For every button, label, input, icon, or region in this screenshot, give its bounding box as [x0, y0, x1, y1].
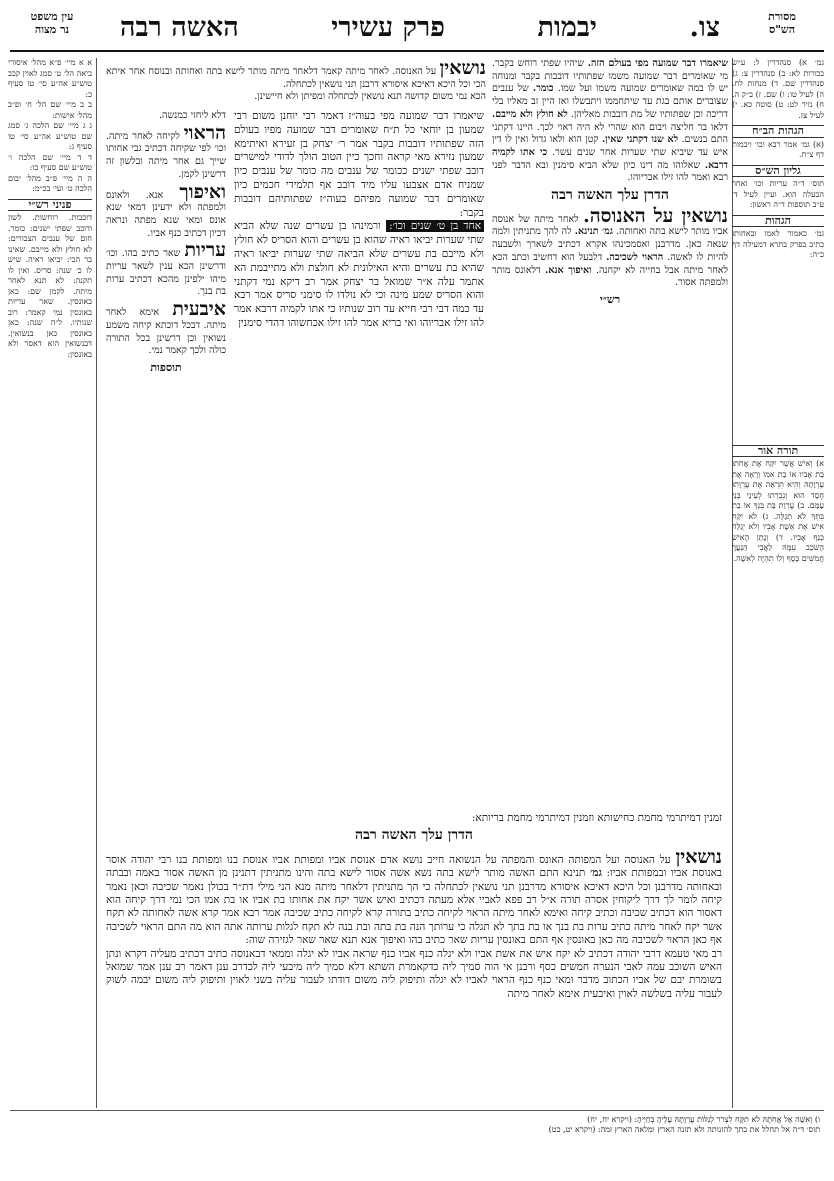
penini-rashi-title: פניני רש״י	[8, 199, 92, 212]
gemara-text: תנינא התם האשה מותר לישא בתה נשא אשה אסור לישא בתה והינו מתניתין דתנינן מן האשה אסור באמה ובבתה ובאחותה מדרבנן וכל היכא דאיכא איסורא מדרבנן תני נושאין לכתחלה כי הך מתניתין דלאחר מיתה מנא הני מילי דת״ר בכולן נאמר שכיבה וכאן נאמר קיחה לומר לך דרך ליקוחין אסרה תורה א״ל רב פפא לאביי אלא מעתה דכתיב ואיש אשר יקח את אחותו בת אביו או בת אמו הכי נמי דרך קיחה הוא דאסור הוא דכתיב שכיבה וכתיב קיחה ואימא לאחר מיתה הראוי לקיחה כתיב בתורה קרא לקיחה כתיב שכיבה אמר רבא אמר קרא אשה לאחותה לא תקח אשר יקח לאחר מיתה כתיב ערות בת בנך או בת בתך לא תגלה כי ערותך הנה בת בתה ובת בנה לא תקח לגלות ערותה אתה הוא מה התם הראוי לשכיבה אף כאן הראוי לשכיבה מה כאן באונסין אף התם באונסין עריות שאר כתיב בהו ואיפוך אנא תנא שאר שאר לגזירה שוה:	[106, 867, 722, 947]
gemara-siyum: הדרן עלך האשה רבה	[355, 827, 473, 844]
mishna-block	[106, 847, 722, 948]
rashi-text-1: שיהיו שפתי רוחש בקבר. מי שאומרים דבר שמועה משמו שפתותיו דובבות בקבר ומנוחה יש לו במה שאומרים שמועה משמו ועל שמו.	[492, 58, 728, 95]
gemara-p3: זמנין דמיתרמי מחמת כחישותא וזמנין דמיתרמי מחמת בריותא:	[471, 812, 722, 824]
torah-or-title: תורה אור	[732, 445, 824, 458]
masoret-label	[742, 10, 822, 36]
ein-mishpat-item-4: ד ד מיי׳ שם הלכה ו׳ טוש״ע שם סעיף כו:	[8, 152, 92, 172]
hagahot-title: הגהות הב״ח	[732, 125, 824, 138]
rashi-text-6: לאחר מיתה של אנוסה אביו מותר לישא בתה ואחותה.	[492, 213, 728, 238]
rashi-title: רש״י	[599, 292, 621, 306]
folio-number: צו.	[689, 12, 720, 43]
gilyon-text: תוס׳ ד״ה עריות וכו׳ ואחר הבעלה הוא. ועיין לעיל ד׳ ע״ב תוספות ד״ה ראשון:	[732, 179, 824, 209]
ein-mishpat-item-5: ה ה מיי׳ פ״ב מהל׳ יבום הלכה ט׳ ועי׳ בכ״מ:	[8, 173, 92, 193]
rashi-dh-9: ואיפוך אנא.	[544, 264, 592, 276]
penini-rashi-text: דובבות. רוחשות. לשון ודובב שפתי ישנים: כומר. חום של ענבים הצבורים: לא חולץ ולא מייבם. שאינו בר הכי: יביאו ראיה. שיש לו כ׳ שנה: סריס. ואין לו תקנה: לא תנא לאחר מיתה. לקמן שם: כאן באונסין. שאר עריות באונסין נמי קאמר: רוב שנותיו. ל״ה שנה: כאן באונסין כאן בנשואין. דבנשואין הוא דאסר ולא באונסין:	[8, 213, 92, 359]
rashi-dh-7: גמ׳ תנינא.	[574, 226, 613, 238]
rashi-dh-1: שיאמרו דבר שמועה מפי בעולם הזה.	[587, 58, 728, 69]
rashi-dh-3: לא חולץ ולא מייבם.	[492, 108, 568, 120]
tosafot-text-1: לקיחה לאחר מיתה. וכו׳ לפי שקיחה דכתיב גבי אחותו שייך גם אחר מיתה ובלשון זה דרשינן לקמן.	[106, 130, 226, 180]
hagahot2-title: הגהות	[732, 215, 824, 228]
rashi-column	[492, 58, 728, 818]
ein-mishpat-label-line1: עין משפט	[30, 10, 74, 23]
tosafot-text-3: שאר כתיב בהו. וכו׳ ודרשינן הכא ענין לשאר עריות מיהו ילפינן מהכא דכתיב ערות בת בנך.	[106, 248, 226, 298]
tosafot-dh-1: הראוי	[183, 121, 226, 144]
gemara-p2	[234, 220, 484, 330]
rashi-text-2: של ענבים שצוברים אותם בגת עד שיתחממו ויתבשלו ואז היין זב מאליו בלי דריכה וכן שפתותיו של מת דובבות מאליהן.	[492, 83, 728, 120]
rashi-text-7: לה להך מתניתין ולמה שנאה כאן. מדרבנן ואסמכינהו אקרא דכתיב לשארך ולשבעה להיות לו לאשה.	[492, 226, 728, 263]
tosafot-dh-2: ואיפוך	[179, 180, 226, 203]
ein-mishpat-label	[12, 10, 92, 36]
gemara-center	[234, 110, 484, 810]
rashi-dh-4: לא שנו דקתני שאין.	[601, 134, 679, 146]
footer-note: תוס׳ ד״ה אל תחלל את בתך להזנותה ולא תזנה הארץ ומלאה הארץ זמה: (ויקרא יט, כט)	[548, 1125, 820, 1134]
header-rule	[10, 50, 824, 52]
ein-mishpat-item-3: ג ג מיי׳ שם הלכה ג׳ סמג שם טוש״ע אה״ע סי׳ טו סעיף ג:	[8, 121, 92, 151]
rashi-siyum: הדרן עלך האשה רבה	[551, 187, 669, 204]
gemara-top	[106, 58, 486, 106]
gemara-label: גמ׳	[589, 867, 602, 880]
tosafot-column	[106, 110, 226, 820]
gemara-p4: רב מאי טעמא דרבי יהודה דכתיב לא יקח איש את אשת אביו ולא יגלה כנף אביו כנף שראה אביו לא יגלה וממאי דבאנוסה כתיב דכתיב מעליה דקרא ונתן האיש השוכב עמה לאבי הנערה חמשים כסף ורבנן אי הוה סמיך ליה כדקאמרת השתא דלא סמיך ליה מיבעי ליה לכדרב ענן דאמר רב ענן אמר שמואל בשומרת יבם של אביו הכתוב מדבר ומאי כנף כנף הראוי לאביו לא יגלה ותיפוק ליה משום דודתו לעבור עליה בשני לאוין ותיפוק ליה משום יבמה לשוק לעבור עליה בשלשה לאוין ואיבעית אימא לאחר מיתה	[106, 947, 722, 1000]
ein-mishpat-item-2: ב ב מיי׳ שם הל׳ ח׳ ופ״ב מהל׳ אישות:	[8, 100, 92, 120]
rashi-dh-6: נושאין על האנוסה.	[583, 204, 728, 227]
page-title	[120, 12, 720, 43]
gemara-p1: שיאמרו דבר שמועה מפי בעוה״ז דאמר רבי יוחנן משום רבי שמעון בן יוחאי כל ת״ח שאומרים דבר שמועה מפיו בעולם הזה שפתותיו דובבות בקבר אמר ר׳ יצחק בן זעירא ואיתימא שמעון נזירא מאי קראה וחכך כיין הטוב הולך לדודי למישרים דובב שפתי ישנים ככומר של ענבים מה כומר של ענבים כיון שמניח אדם אצבעו עליו מיד דובב אף תלמידי חכמים כיון שאומרים דבר שמועה מפיהם בעוה״ז שפתותיהם דובבות בקבר:	[234, 110, 484, 219]
tosafot-block-3	[106, 240, 226, 299]
rashi-text-5: שאלוהו מה דינו כיון שלא הביא סימנין ובא הדבר לפני רבא ואמר להו זילו אבריוהו.	[492, 159, 728, 184]
gemara-p2-highlight: אחד בן ט׳ שנים וכו׳:	[386, 220, 484, 232]
footer	[14, 1115, 820, 1135]
footer-rule	[10, 1110, 824, 1111]
rashi-block-2	[492, 206, 728, 290]
rashi-dh-8: הראוי לשכיבה.	[606, 251, 664, 263]
tosafot-gloss: דלא ליחזי כמנשה.	[158, 110, 226, 121]
tosafot-dh-4: איבעית	[172, 298, 226, 321]
chapter-title: האשה רבה	[120, 12, 239, 43]
mishna-text: על האנוסה ועל המפותה האונס והמפתה על הנשואה חייב נושא אדם אנוסת אביו ומפותת אביו אנוסת בנו ומפותת בנו רבי יהודה אוסר באנוסת אביו ובמפותת אביו:	[106, 853, 722, 880]
rule-left-margin	[96, 58, 97, 1108]
tractate-name: יבמות	[537, 12, 597, 43]
rashi-dh-5: כי אתו לקמיה דרבא.	[492, 146, 728, 171]
gemara-top-line1	[106, 58, 486, 91]
rashi-text-3: דלאו בר חליצה ויבום הוא שהרי לא היה ראוי לכך. היינו דקתני התם בנשים.	[492, 121, 728, 146]
torah-or-text: א) וְאִישׁ אֲשֶׁר יִקַּח אֶת אֲחֹתוֹ בַּת אָבִיו אוֹ בַת אִמּוֹ וְרָאָה אֶת עֶרְוָתָהּ וְהִיא תִרְאֶה אֶת עֶרְוָתוֹ חֶסֶד הוּא וְנִכְרְתוּ לְעֵינֵי בְּנֵי עַמָּם. ב) עֶרְוַת בַּת בִּנְךָ אוֹ בַת בִּתְּךָ לֹא תְגַלֶּה. ג) לֹא יִקַּח אִישׁ אֶת אֵשֶׁת אָבִיו וְלֹא יְגַלֶּה כְּנַף אָבִיו. ד) וְנָתַן הָאִישׁ הַשֹּׁכֵב עִמָּהּ לַאֲבִי הַנַּעֲרָ חֲמִשִּׁים כָּסֶף וְלוֹ תִהְיֶה לְאִשָּׁה.	[732, 459, 824, 563]
ein-mishpat-label-line2: נר מצוה	[34, 23, 70, 36]
tosafot-text-2: אנא. ולאונס ולמפתה ולא ידעינן דמאי שנא אונס ומאי שנא מפתה ונראה דכיון דכתיב כנף אביו.	[106, 189, 226, 239]
gemara-top-opening: נושאין	[439, 58, 486, 79]
ein-mishpat-column	[8, 58, 92, 1108]
masoret-label-line1: מסורת	[768, 10, 796, 23]
masoret-text: גמ׳ א) סנהדרין ל: ע״ש בכורות לא: ב) סנהדרין צ: ג) סנהדרין שם. ד) מנחות לח. ה) לעיל טו: ו) שם. ז) ב״ק ה. ח) נזיר לט: ט) סוטה כא. י) לעיל צז.	[732, 58, 824, 120]
rashi-dh-2: כומר.	[532, 83, 554, 95]
gilyon-title: גליון הש״ס	[732, 165, 824, 178]
tosafot-block-4	[106, 299, 226, 358]
footer-verse: ו) וְאִשָּׁה אֶל אֲחֹתָהּ לֹא תִקָּח לִצְרֹר לְגַלּוֹת עֶרְוָתָהּ עָלֶיהָ בְּחַיֶּיהָ: (ויקרא יח, יח)	[587, 1115, 820, 1124]
gemara-lower	[106, 812, 722, 1112]
page-header	[0, 10, 834, 50]
hagahot-text: (א) גמ׳ אמר רבא וכו׳ ויבמות דף צ״ח.	[732, 139, 824, 159]
rashi-block-1	[492, 58, 728, 185]
hagahot2-text: גמ׳ כאמור לאמו ובאחותו כתיב בפרק בתרא דמעילה דף כ״ה:	[732, 229, 824, 259]
rashi-text-9: דלאונס מותר ולמפתה אסור.	[492, 264, 728, 289]
mishna-opening: נושאין	[675, 845, 722, 868]
rashi-text-4: קטן הוא ולאו גדול ואין לו דין איש עד שיביא שתי שערות אחר שנים עשר.	[492, 134, 728, 158]
spacer	[732, 261, 824, 441]
tosafot-dh-3: עריות	[184, 239, 226, 262]
tosafot-block-1	[106, 123, 226, 182]
chapter-name: פרק עשירי	[331, 12, 445, 43]
gemara-p2-text: ורמינהו בן עשרים שנה שלא הביא שתי שערות יביאו ראיה שהוא בן עשרים והוא הסריס לא חולץ ולא מייבם בת עשרים שלא הביאה שתי שערות יביאו ראיה שהיא בת עשרים והיא האילונית לא חולצת ולא מתייבמת הא אתמר עלה א״ר שמואל בר יצחק אמר רב דיקא נמי דקתני והוא הסריס שמע מינה וכי לא נולדו לו סימני סריס אמר רבא עד כמה דבי רבי חייא עד רוב שנותיו כי אתו לקמיה דרבא אמר להו זילו אבריוהו ואי בריא אמר להו זילו אכחשוהו דהדי סימנין	[234, 220, 484, 329]
rashi-text-8: דלבעל הוא דחשיב וכתב הכא לאחר מיתה אבל בחייה לא יקחנה.	[492, 251, 728, 276]
tosafot-text-4: אימא לאחר מיתה. דבכל דוכתא קיחה משמע נשואין וכן דרשינן בכל התורה כולה ולכך קאמר נמי.	[106, 307, 226, 357]
ein-mishpat-item-1: א א מיי׳ פ״א מהל׳ איסורי ביאה הל׳ ט׳ סמג לאוין קכב טוש״ע אה״ע סי׳ טו סעיף כ:	[8, 58, 92, 99]
tosafot-title: תוספות	[150, 360, 182, 374]
masoret-label-line2: הש"ס	[768, 23, 796, 36]
tosafot-block-2	[106, 182, 226, 241]
gemara-top-text: על האנוסה. לאחר מיתה קאמר דלאחר מיתה מותר לישא בתה ואחותה ובנוסח אחר איתא הכי וכל היכא דאיכא איסורא דרבנן תני נושאין לכתחלה.	[106, 66, 486, 90]
right-margin	[732, 58, 824, 1108]
gemara-top-line2: הכא נמי משום קדושה תנא נושאין לכתחלה ומפיתן ולא חיישינן.	[254, 91, 486, 103]
